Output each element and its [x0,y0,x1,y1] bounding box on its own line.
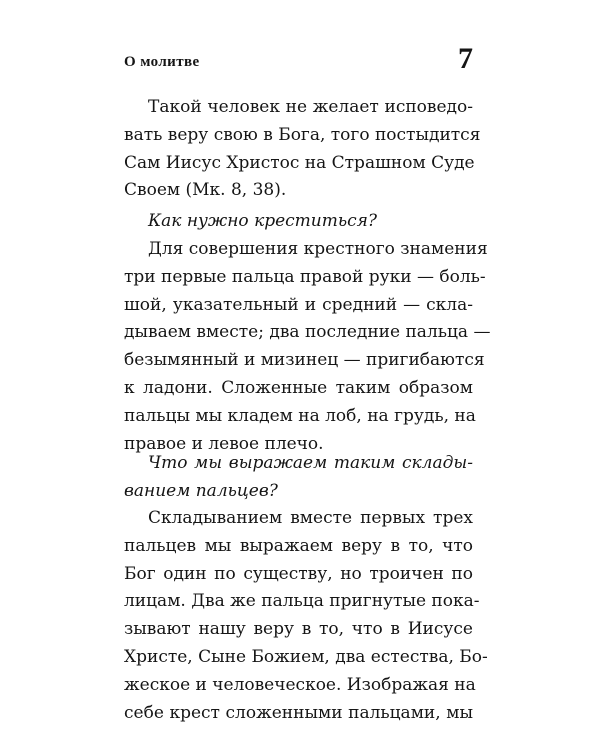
answer-line: дываем вместе; два последние пальца — [124,322,491,343]
answer-line: Для совершения крестного знамения [148,239,488,259]
answer-line: правое и левое плечо. [124,433,324,454]
question-line: Что мы выражаем таким склады- [148,453,473,473]
page-number: 7 [458,42,473,75]
page-header [124,40,473,80]
question-line: Как нужно креститься? [148,211,378,231]
answer-line: Христе, Сыне Божием, два естества, Бо- [124,646,488,667]
answer-line: Складыванием вместе первых трех [148,508,473,528]
answer-line: лицам. Два же пальца пригнутые пока- [124,591,480,612]
question-line: ванием пальцев? [124,480,278,501]
answer-paragraph [124,236,491,458]
answer-line: безымянный и мизинец — пригибаются [124,350,485,371]
answer-line: жеское и человеческое. Изображая на [124,674,476,695]
running-head: О молитве [124,54,200,70]
answer-line: три первые пальца правой руки — боль- [124,266,486,287]
answer-line: Бог один по существу, но троичен по [124,563,473,584]
answer-line: зывают нашу веру в то, что в Иисусе [124,619,473,640]
paragraph-line: Такой человек не желает исповедо- [148,97,473,117]
paragraph-line: вать веру свою в Бога, того постыдится [124,124,481,145]
answer-line: себе крест сложенными пальцами, мы [124,702,473,723]
paragraph-continuation [124,94,481,205]
paragraph-line: Своем (Мк. 8, 38). [124,180,287,201]
question-heading [124,450,473,506]
answer-paragraph [124,505,488,727]
paragraph-line: Сам Иисус Христос на Страшном Суде [124,152,475,173]
question-heading [124,208,473,236]
answer-line: пальцев мы выражаем веру в то, что [124,535,473,556]
answer-line: к ладони. Сложенные таким образом [124,377,473,398]
answer-line: пальцы мы кладем на лоб, на грудь, на [124,405,476,426]
answer-line: шой, указательный и средний — скла- [124,294,473,315]
